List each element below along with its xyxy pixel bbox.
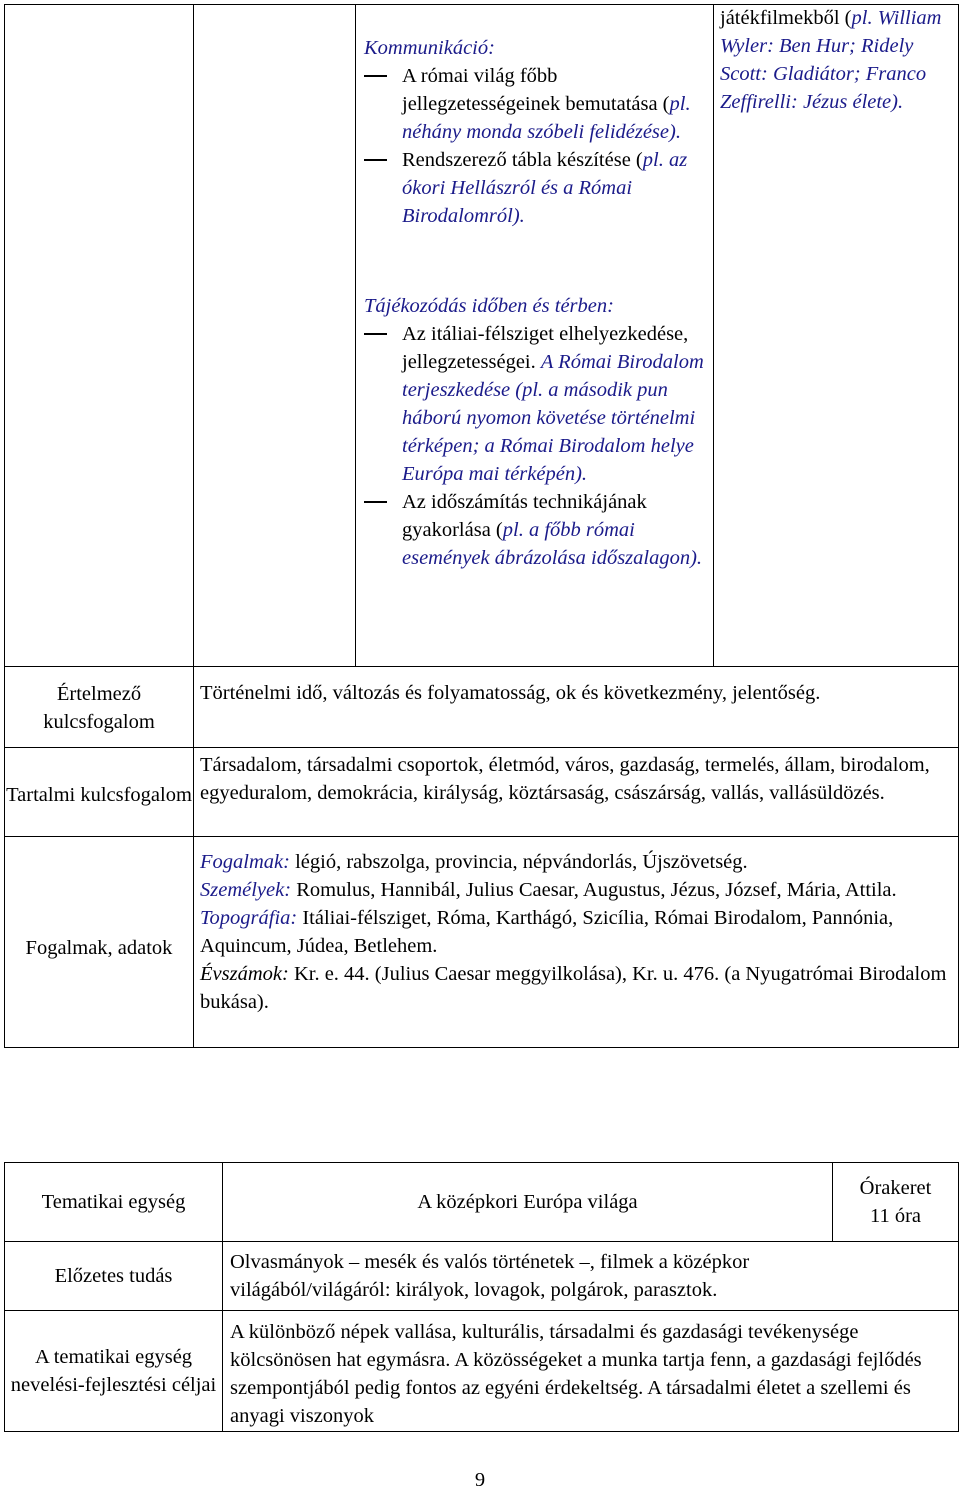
- tematikai-label-cell: [5, 1163, 222, 1241]
- upper-table-right-border: [958, 4, 959, 1048]
- lower-table-bottom-border: [4, 1431, 958, 1432]
- elozetes-label: Előzetes tudás: [54, 1265, 173, 1287]
- lower-table-right-border: [958, 1162, 959, 1432]
- kommunikacio-block: [364, 34, 710, 230]
- tajekozodas-list: [364, 320, 710, 572]
- tartalmi-text-cell: [200, 751, 950, 807]
- ertelmezo-text-cell: [200, 679, 950, 707]
- kommunikacio-heading: Kommunikáció:: [364, 37, 495, 59]
- tajekozodas-block: [364, 292, 710, 572]
- szemelyek-line: Személyek: Romulus, Hannibál, Julius Caesar, Augustus, Jézus, József, Mária, Attila.: [200, 879, 897, 901]
- upper-table-bottom-border: [4, 1047, 958, 1048]
- orakeret-cell: [833, 1163, 958, 1241]
- film-examples-block: [720, 4, 956, 116]
- tartalmi-label-cell: [5, 764, 193, 826]
- ertelmezo-label-cell: [5, 677, 193, 739]
- elozetes-text: Olvasmányok – mesék és valós történetek –, filmek a középkor világából/világáról: királyok, lovagok, polgárok, parasztok.: [230, 1251, 750, 1301]
- upper-table-inner-divider-1: [355, 4, 356, 666]
- film-examples-text: játékfilmekből (pl. William Wyler: Ben Hur; Ridely Scott: Gladiátor; Franco Zeffirelli: Jézus élete).: [720, 7, 942, 113]
- evszamok-line: Évszámok: Kr. e. 44. (Julius Caesar meggyilkolása), Kr. u. 476. (a Nyugatrómai Birodalom bukása).: [200, 963, 947, 1013]
- tematikai-label: Tematikai egység: [41, 1191, 186, 1213]
- fogalmak-text-cell: [200, 848, 952, 1016]
- upper-table-left-border: [4, 4, 5, 1048]
- upper-table-inner-divider-2: [713, 4, 714, 666]
- kommunikacio-list: [364, 62, 710, 230]
- ertelmezo-label: Értelmező kulcsfogalom: [43, 683, 155, 733]
- list-item: A római világ főbb jellegzetességeinek bemutatása (pl. néhány monda szóbeli felidézése).: [364, 62, 710, 146]
- elozetes-text-cell: [230, 1248, 870, 1304]
- tematikai-title-cell: [223, 1163, 832, 1241]
- celjai-label-cell: [5, 1311, 222, 1431]
- page-number: 9: [474, 1469, 486, 1491]
- upper-table-label-divider: [193, 4, 194, 1048]
- celjai-label: A tematikai egység nevelési-fejlesztési céljai: [10, 1346, 217, 1396]
- tartalmi-text: Társadalom, társadalmi csoportok, életmód, város, gazdaság, termelés, állam, birodalom, egyeduralom, demokrácia, királyság, köztársaság, császárság, vallás, vallásüldözés.: [200, 754, 930, 804]
- orakeret-value: 11 óra: [869, 1205, 922, 1227]
- list-item: Az itáliai-félsziget elhelyezkedése, jellegzetességei. A Római Birodalom terjeszkedése (pl. a második pun háború nyomon követése történelmi térképen; a Római Birodalom helye Európa mai térképén).: [364, 320, 710, 488]
- topografia-line: Topográfia: Itáliai-félsziget, Róma, Karthágó, Szicília, Római Birodalom, Pannónia, Aquincum, Júdea, Betlehem.: [200, 907, 894, 957]
- elozetes-label-cell: [5, 1242, 222, 1310]
- tajekozodas-heading: Tájékozódás időben és térben:: [364, 295, 614, 317]
- fogalmak-label: Fogalmak, adatok: [25, 937, 173, 959]
- celjai-text: A különböző népek vallása, kulturális, társadalmi és gazdasági tevékenysége kölcsönösen hat egymásra. A közösségeket a munka tartja fenn, a gazdasági fejlődés szempontjából pedig fontos az egyéni érdekeltség. A társadalmi életet a szellemi és anyagi viszonyok: [230, 1321, 922, 1427]
- upper-table-row-divider-3: [4, 836, 958, 837]
- ertelmezo-text: Történelmi idő, változás és folyamatosság, ok és következmény, jelentőség.: [200, 682, 821, 704]
- list-item: Az időszámítás technikájának gyakorlása (pl. a főbb római események ábrázolása időszalagon).: [364, 488, 710, 572]
- fogalmak-line: Fogalmak: légió, rabszolga, provincia, népvándorlás, Újszövetség.: [200, 851, 748, 873]
- orakeret-label: Órakeret: [859, 1177, 932, 1199]
- upper-table-row-divider-2: [4, 747, 958, 748]
- fogalmak-label-cell: [5, 917, 193, 979]
- tematikai-title: A középkori Európa világa: [417, 1191, 638, 1213]
- list-item: Rendszerező tábla készítése (pl. az ókori Hellászról és a Római Birodalomról).: [364, 146, 710, 230]
- upper-table-row-divider-1: [4, 666, 958, 667]
- tartalmi-label: Tartalmi kulcsfogalom: [6, 784, 192, 806]
- celjai-text-cell: [230, 1318, 952, 1430]
